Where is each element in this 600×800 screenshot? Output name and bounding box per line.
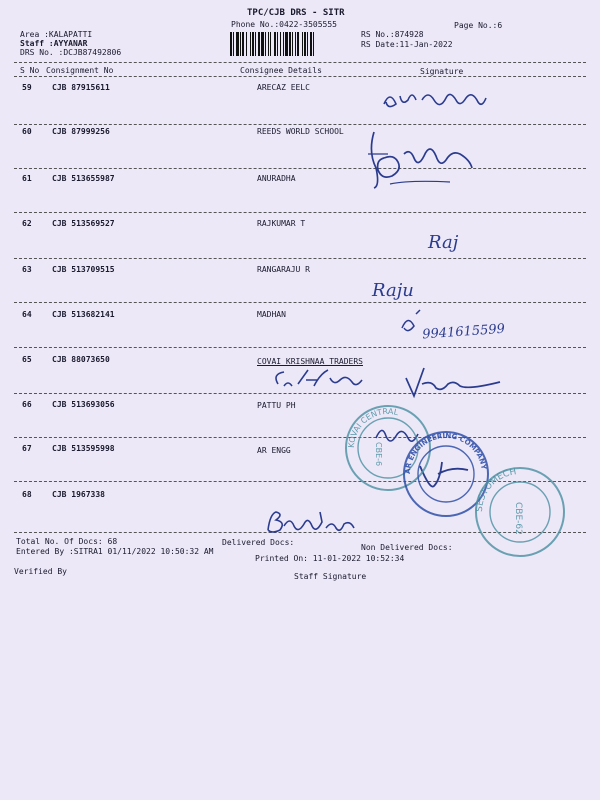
signature-text-63: Raju bbox=[372, 280, 414, 301]
rs-date: RS Date:11-Jan-2022 bbox=[361, 40, 453, 49]
delivered-docs: Delivered Docs: bbox=[222, 538, 295, 547]
row-number: 65 bbox=[22, 355, 32, 364]
signature-row-65 bbox=[270, 360, 550, 400]
consignee-name: AR ENGG bbox=[257, 446, 291, 455]
row-number: 67 bbox=[22, 444, 32, 453]
drs-number: DRS No. :DCJB87492806 bbox=[20, 48, 122, 57]
printed-on: Printed On: 11-01-2022 10:52:34 bbox=[255, 554, 405, 563]
consignee-name: MADHAN bbox=[257, 310, 286, 319]
stamp2-text: AR ENGINEERING COMPANY bbox=[403, 431, 488, 475]
stamp3-code: CBE-62 bbox=[513, 502, 523, 535]
row-divider bbox=[14, 437, 586, 438]
barcode bbox=[228, 30, 354, 58]
row-number: 63 bbox=[22, 265, 32, 274]
total-docs: Total No. Of Docs: 68 bbox=[16, 537, 118, 546]
signature-phone-64: 9941615599 bbox=[421, 321, 506, 343]
row-number: 61 bbox=[22, 174, 32, 183]
row-number: 59 bbox=[22, 83, 32, 92]
consignee-name: RAJKUMAR T bbox=[257, 219, 306, 228]
signature-row-63 bbox=[368, 272, 448, 308]
col-sno: S No bbox=[20, 66, 40, 75]
rs-number: RS No.:874928 bbox=[361, 30, 424, 39]
header-divider-top bbox=[14, 62, 586, 63]
signature-row-68 bbox=[262, 508, 372, 538]
consignment-number: CJB 87915611 bbox=[52, 83, 110, 92]
svg-text:KOVAI CENTRAL bbox=[347, 407, 400, 448]
consignee-name: ANURADHA bbox=[257, 174, 296, 183]
stamp1-code: CBE-6 bbox=[374, 442, 383, 467]
consignment-number: CJB 513693056 bbox=[52, 400, 115, 409]
signature-text-62: Raj bbox=[428, 232, 459, 253]
row-number: 68 bbox=[22, 490, 32, 499]
col-consignment: Consignment No bbox=[46, 66, 114, 75]
signature-row-62 bbox=[424, 224, 494, 260]
staff-signature-label: Staff Signature bbox=[294, 572, 367, 581]
signature-row-59 bbox=[378, 84, 518, 120]
header-divider-bottom bbox=[14, 76, 586, 77]
consignment-number: CJB 87999256 bbox=[52, 127, 110, 136]
consignment-number: CJB 513595998 bbox=[52, 444, 115, 453]
col-consignee: Consignee Details bbox=[240, 66, 322, 75]
consignment-number: CJB 513682141 bbox=[52, 310, 115, 319]
phone-number: Phone No.:0422-3505555 bbox=[231, 20, 337, 29]
signature-row-64 bbox=[398, 308, 528, 350]
stamp-sestomech bbox=[470, 462, 570, 562]
row-number: 60 bbox=[22, 127, 32, 136]
signature-row-60-61 bbox=[360, 124, 510, 194]
row-number: 64 bbox=[22, 310, 32, 319]
document-title: TPC/CJB DRS - SITR bbox=[247, 8, 345, 18]
consignment-number: CJB 88073650 bbox=[52, 355, 110, 364]
row-divider bbox=[14, 258, 586, 259]
consignee-name: RANGARAJU R bbox=[257, 265, 310, 274]
consignment-number: CJB 513569527 bbox=[52, 219, 115, 228]
row-divider bbox=[14, 302, 586, 303]
row-number: 62 bbox=[22, 219, 32, 228]
area-label: Area :KALAPATTI bbox=[20, 30, 93, 39]
page-number: Page No.:6 bbox=[454, 21, 503, 30]
consignee-name: COVAI KRISHNAA TRADERS bbox=[257, 357, 363, 366]
row-divider bbox=[14, 212, 586, 213]
consignment-number: CJB 513655987 bbox=[52, 174, 115, 183]
row-number: 66 bbox=[22, 400, 32, 409]
stamp1-text: KOVAI CENTRAL bbox=[346, 406, 400, 449]
staff-label: Staff :AYYANAR bbox=[20, 39, 88, 48]
consignment-number: CJB 1967338 bbox=[52, 490, 105, 499]
entered-by: Entered By :SITRA1 01/11/2022 10:50:32 AM bbox=[16, 547, 214, 556]
verified-by: Verified By bbox=[14, 567, 67, 576]
non-delivered-docs: Non Delivered Docs: bbox=[361, 543, 453, 552]
consignment-number: CJB 513709515 bbox=[52, 265, 115, 274]
consignee-name: REEDS WORLD SCHOOL bbox=[257, 127, 344, 136]
col-signature: Signature bbox=[420, 67, 464, 76]
consignee-name: ARECAZ EELC bbox=[257, 83, 310, 92]
stamp3-text: SESTOMECH bbox=[474, 467, 518, 513]
consignee-name: PATTU PH bbox=[257, 401, 296, 410]
svg-text:SESTOMECH bbox=[475, 467, 517, 512]
